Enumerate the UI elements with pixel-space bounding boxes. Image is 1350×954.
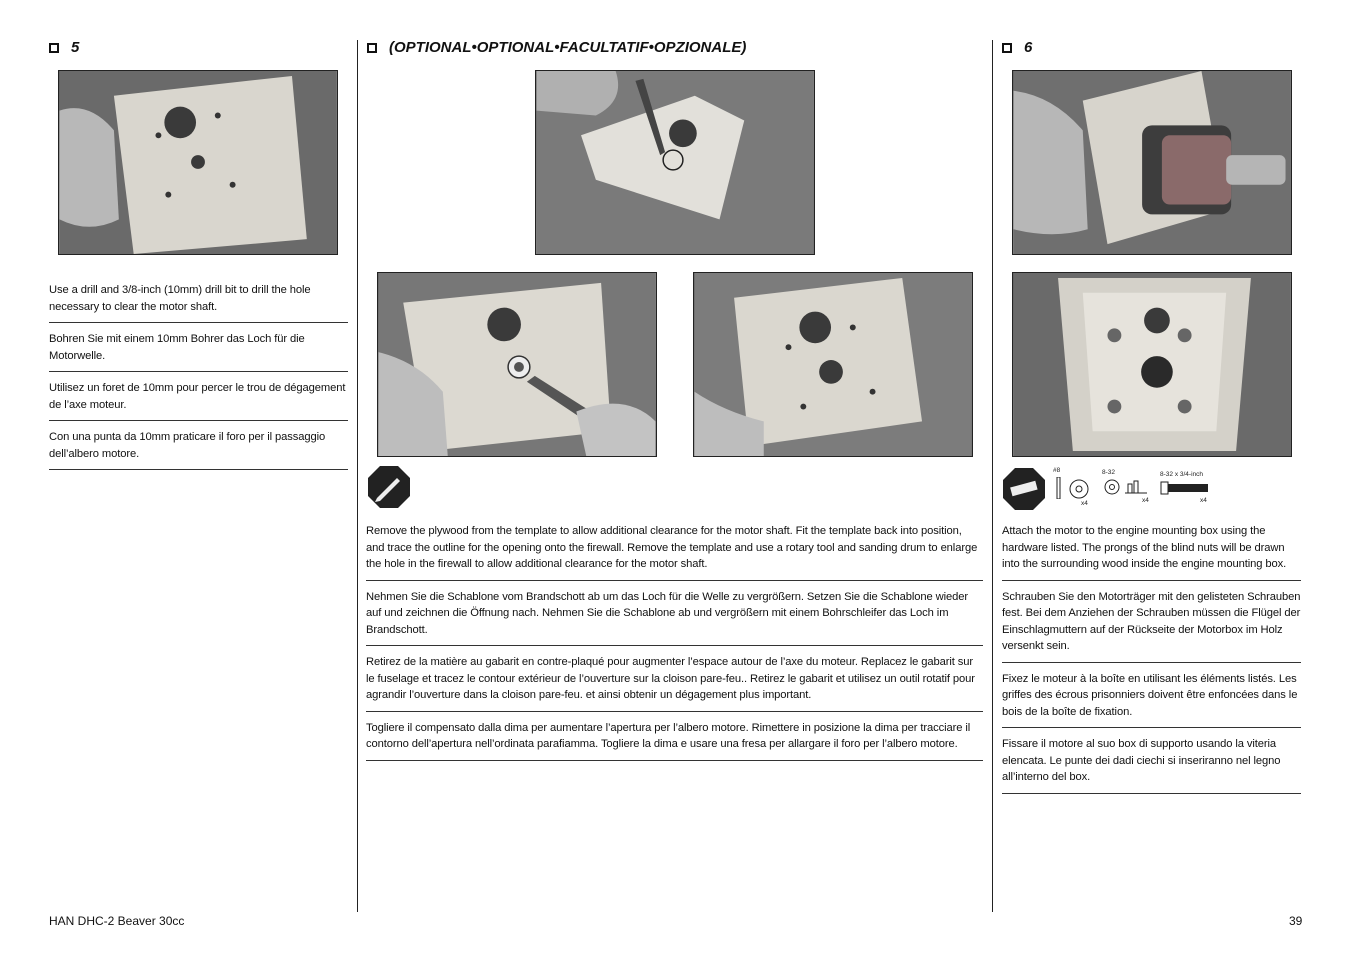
blind-nut-icon <box>1103 478 1151 496</box>
screw-icon <box>1160 481 1210 495</box>
instruction-french: Fixez le moteur à la boîte en utilisant les éléments listés. Les griffes des écrous prisonniers doivent être enfoncées dans le bois de la boîte de fixation. <box>1002 671 1301 729</box>
instruction-italian: Togliere il compensato dalla dima per aumentare l’apertura per l’albero motore. Rimettere in posizione la dima per tracciare il contorno dell’apertura nell’ordinata parafiamma. Togliere la dima e usare una fresa per allargare il foro per l’albero motore. <box>366 720 983 761</box>
step-number: (OPTIONAL•OPTIONAL•FACULTATIF•OPZIONALE) <box>389 39 747 56</box>
instruction-german: Bohren Sie mit einem 10mm Bohrer das Loch für die Motorwelle. <box>49 331 348 372</box>
column-divider-right <box>992 40 993 912</box>
instruction-english: Use a drill and 3/8-inch (10mm) drill bit to drill the hole necessary to clear the motor shaft. <box>49 282 348 323</box>
step-number: 6 <box>1024 39 1033 56</box>
instruction-italian: Fissare il motore al suo box di supporto usando la viteria elencata. Le punte dei dadi ciechi si inseriranno nel legno all’interno del box. <box>1002 736 1301 794</box>
left-instructions <box>49 282 348 478</box>
rod-icon <box>1055 477 1063 499</box>
blind-nut-label: 8-32 <box>1102 469 1116 476</box>
middle-instructions <box>366 523 983 769</box>
instruction-french: Retirez de la matière au gabarit en contre-plaqué pour augmenter l’espace autour de l’axe du moteur. Replacez le gabarit sur le fuselage et tracez le contour extérieur de l’ouverture sur la cloison pare-feu.. Retirez le gabarit et utilisez un outil rotatif pour agrandir l’ouverture dans la cloison pare-feu. et ainsi obtenir un dégagement plus important. <box>366 654 983 712</box>
photo-motor-mounted <box>1012 70 1292 255</box>
instruction-french: Utilisez un foret de 10mm pour percer le trou de dégagement de l’axe moteur. <box>49 380 348 421</box>
step-checkbox[interactable] <box>1002 43 1012 53</box>
column-divider-left <box>357 40 358 912</box>
photo-blind-nuts-inside <box>1012 272 1292 457</box>
washer-quantity: x4 <box>1081 500 1088 507</box>
photo-enlarged-hole <box>693 272 973 457</box>
washer-icon <box>1068 478 1090 500</box>
instruction-english: Attach the motor to the engine mounting box using the hardware listed. The prongs of the blind nuts will be drawn into the surrounding wood inside the engine mounting box. <box>1002 523 1301 581</box>
screw-quantity: x4 <box>1200 497 1207 504</box>
step-checkbox[interactable] <box>367 43 377 53</box>
photo-drilled-template <box>58 70 338 255</box>
step-optional-header <box>367 39 746 56</box>
pencil-tool-icon <box>367 465 411 509</box>
footer-title: HAN DHC-2 Beaver 30cc <box>49 914 185 928</box>
washer-label: #8 <box>1053 467 1061 474</box>
photo-marking-template <box>535 70 815 255</box>
page-number: 39 <box>1289 914 1303 928</box>
photo-tracing-outline <box>377 272 657 457</box>
step-number: 5 <box>71 39 80 56</box>
step-6-header <box>1002 39 1032 56</box>
step-checkbox[interactable] <box>49 43 59 53</box>
instruction-german: Schrauben Sie den Motorträger mit den gelisteten Schrauben fest. Bei dem Anziehen der Schrauben müssen die Flügel der Einschlagmuttern auf der Rückseite der Motorbox im Holz versenkt sein. <box>1002 589 1301 663</box>
instruction-italian: Con una punta da 10mm praticare il foro per il passaggio dell’albero motore. <box>49 429 348 470</box>
screw-label: 8-32 x 3/4-inch <box>1160 471 1203 478</box>
instruction-english: Remove the plywood from the template to allow additional clearance for the motor shaft. Fit the template back into position, and trace the outline for the opening onto the firewall. Remove the template and use a rotary tool and sanding drum to enlarge the hole in the firewall to allow additional clearance for the motor shaft. <box>366 523 983 581</box>
instruction-german: Nehmen Sie die Schablone vom Brandschott ab um das Loch für die Welle zu vergrößern. Setzen Sie die Schablone wieder auf und zeichnen die Öffnung nach. Nehmen Sie die Schablone ab und vergrößern mit einem Bohrschleifer das Loch im Brandschott. <box>366 589 983 647</box>
step-5-header <box>49 39 79 56</box>
wrench-tool-icon <box>1002 467 1046 511</box>
right-instructions <box>1002 523 1301 802</box>
blind-nut-quantity: x4 <box>1142 497 1149 504</box>
